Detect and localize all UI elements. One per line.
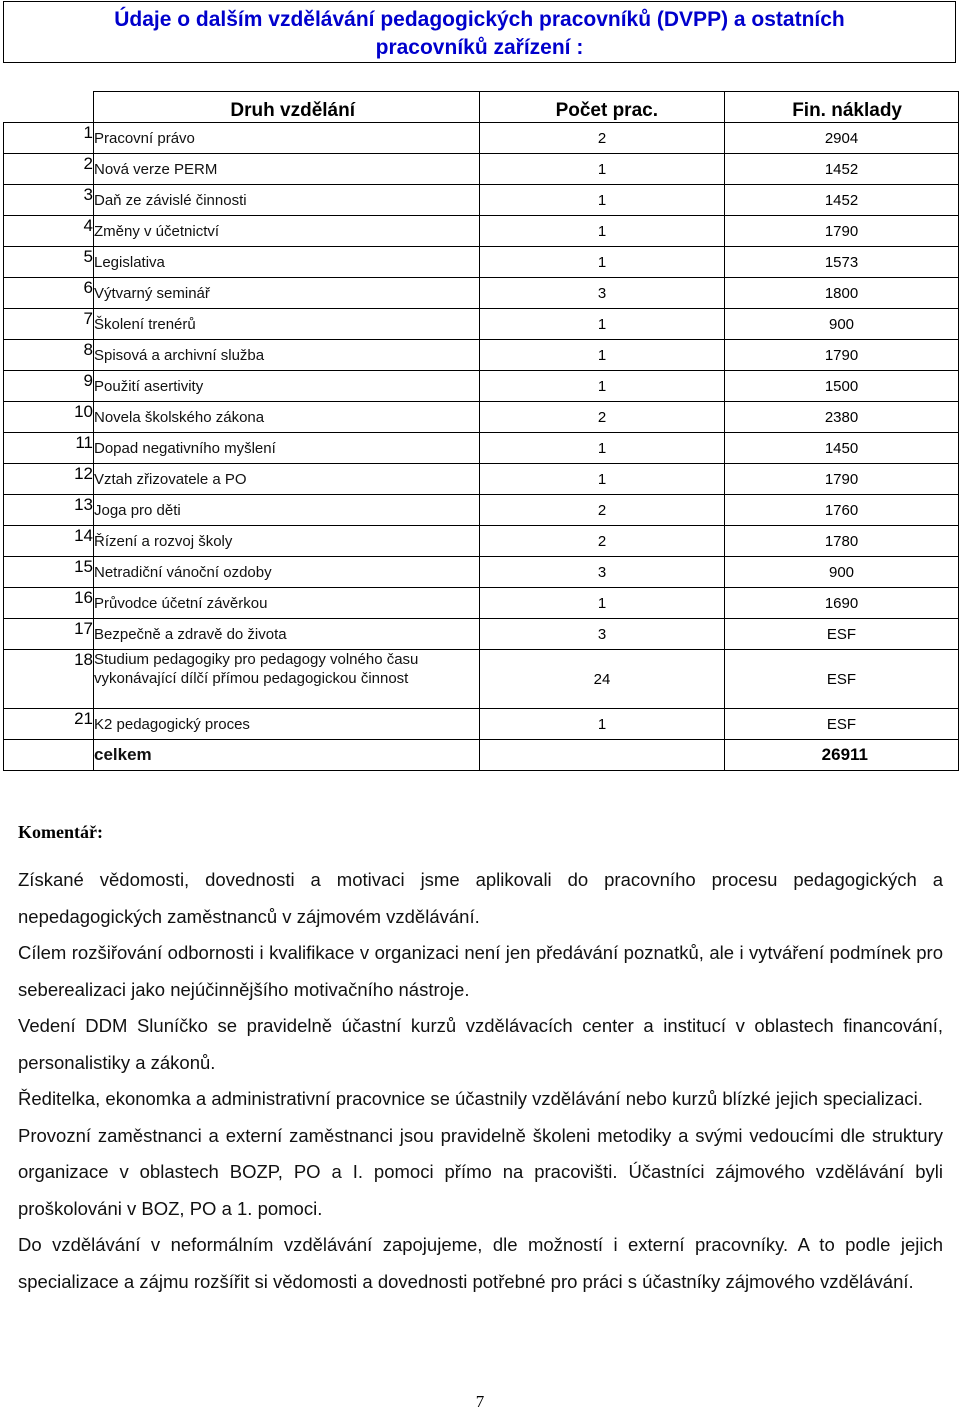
row-cost: 1450 bbox=[725, 433, 959, 464]
row-cost: 1452 bbox=[725, 154, 959, 185]
row-number: 1 bbox=[4, 123, 94, 154]
table-row bbox=[4, 526, 959, 557]
row-cost: 1690 bbox=[725, 588, 959, 619]
total-count-cell bbox=[480, 740, 725, 771]
row-training-name: Bezpečně a zdravě do života bbox=[94, 619, 480, 650]
row-staff-count: 2 bbox=[480, 526, 725, 557]
comment-paragraph: Provozní zaměstnanci a externí zaměstnanci jsou pravidelně školeni metodiky a svými vedoucími dle struktury organizace v oblastech BOZP, PO a I. pomoci přímo na pracovišti. Účastníci zájmového vzdělávání byli proškolováni v BOZ, PO a 1. pomoci. bbox=[18, 1124, 943, 1219]
row-cost: 1790 bbox=[725, 464, 959, 495]
table-header-row bbox=[4, 92, 959, 123]
row-number: 12 bbox=[4, 464, 94, 495]
row-number: 14 bbox=[4, 526, 94, 557]
row-staff-count: 2 bbox=[480, 495, 725, 526]
row-training-name: Výtvarný seminář bbox=[94, 278, 480, 309]
row-cost: 1790 bbox=[725, 216, 959, 247]
page-number: 7 bbox=[475, 1392, 485, 1411]
row-staff-count: 1 bbox=[480, 309, 725, 340]
row-number: 11 bbox=[4, 433, 94, 464]
row-training-name: Řízení a rozvoj školy bbox=[94, 526, 480, 557]
row-training-name: Legislativa bbox=[94, 247, 480, 278]
section-title bbox=[3, 1, 956, 63]
table-row bbox=[4, 278, 959, 309]
row-cost: 1500 bbox=[725, 371, 959, 402]
row-staff-count: 1 bbox=[480, 371, 725, 402]
table-row bbox=[4, 650, 959, 709]
row-cost: 2904 bbox=[725, 123, 959, 154]
row-cost: 900 bbox=[725, 557, 959, 588]
row-cost: ESF bbox=[725, 619, 959, 650]
row-number: 18 bbox=[4, 650, 94, 709]
row-staff-count: 1 bbox=[480, 340, 725, 371]
row-number: 2 bbox=[4, 154, 94, 185]
table-total-row bbox=[4, 740, 959, 771]
table-row bbox=[4, 123, 959, 154]
table-row bbox=[4, 340, 959, 371]
row-staff-count: 1 bbox=[480, 433, 725, 464]
table-row bbox=[4, 464, 959, 495]
row-cost: 1780 bbox=[725, 526, 959, 557]
row-staff-count: 1 bbox=[480, 588, 725, 619]
row-number: 15 bbox=[4, 557, 94, 588]
table-row bbox=[4, 185, 959, 216]
table-row bbox=[4, 216, 959, 247]
total-value: 26911 bbox=[725, 740, 959, 771]
row-training-name: Průvodce účetní závěrkou bbox=[94, 588, 480, 619]
row-staff-count: 1 bbox=[480, 709, 725, 740]
row-staff-count: 1 bbox=[480, 154, 725, 185]
comment-body bbox=[18, 862, 943, 1300]
row-cost: ESF bbox=[725, 650, 959, 709]
header-costs: Fin. náklady bbox=[725, 92, 959, 123]
row-training-name: Netradiční vánoční ozdoby bbox=[94, 557, 480, 588]
row-staff-count: 1 bbox=[480, 464, 725, 495]
table-row bbox=[4, 247, 959, 278]
row-number: 10 bbox=[4, 402, 94, 433]
row-cost: 2380 bbox=[725, 402, 959, 433]
row-training-name: K2 pedagogický proces bbox=[94, 709, 480, 740]
row-cost: ESF bbox=[725, 709, 959, 740]
row-number: 13 bbox=[4, 495, 94, 526]
training-table bbox=[3, 91, 959, 771]
row-cost: 1800 bbox=[725, 278, 959, 309]
table-row bbox=[4, 309, 959, 340]
row-staff-count: 1 bbox=[480, 185, 725, 216]
row-number: 17 bbox=[4, 619, 94, 650]
row-cost: 1452 bbox=[725, 185, 959, 216]
row-staff-count: 3 bbox=[480, 619, 725, 650]
header-training-type: Druh vzdělání bbox=[94, 92, 480, 123]
table-row bbox=[4, 495, 959, 526]
comment-paragraph: Získané vědomosti, dovednosti a motivaci jsme aplikovali do pracovního procesu pedagogických a nepedagogických zaměstnanců v zájmovém vzdělávání. bbox=[18, 869, 943, 927]
row-number: 5 bbox=[4, 247, 94, 278]
row-number: 7 bbox=[4, 309, 94, 340]
row-staff-count: 1 bbox=[480, 247, 725, 278]
row-number: 6 bbox=[4, 278, 94, 309]
table-row bbox=[4, 557, 959, 588]
row-number: 8 bbox=[4, 340, 94, 371]
table-row bbox=[4, 433, 959, 464]
row-staff-count: 2 bbox=[480, 123, 725, 154]
row-cost: 1760 bbox=[725, 495, 959, 526]
row-training-name: Studium pedagogiky pro pedagogy volného času vykonávající dílčí přímou pedagogickou činnost bbox=[94, 650, 480, 709]
row-number: 16 bbox=[4, 588, 94, 619]
row-training-name: Dopad negativního myšlení bbox=[94, 433, 480, 464]
row-number: 9 bbox=[4, 371, 94, 402]
row-training-name: Novela školského zákona bbox=[94, 402, 480, 433]
table-row bbox=[4, 619, 959, 650]
row-training-name: Nová verze PERM bbox=[94, 154, 480, 185]
row-staff-count: 24 bbox=[480, 650, 725, 709]
comment-paragraph: Do vzdělávání v neformálním vzdělávání zapojujeme, dle možností i externí pracovníky. A to podle jejich specializace a zájmu rozšířit si vědomosti a dovednosti potřebné pro práci s účastníky zájmového vzdělávání. bbox=[18, 1234, 943, 1292]
total-label: celkem bbox=[94, 740, 480, 771]
table-row bbox=[4, 371, 959, 402]
row-cost: 1790 bbox=[725, 340, 959, 371]
comment-paragraph: Vedení DDM Sluníčko se pravidelně účastní kurzů vzdělávacích center a institucí v oblastech financování, personalistiky a zákonů. bbox=[18, 1015, 943, 1073]
row-training-name: Školení trenérů bbox=[94, 309, 480, 340]
section-title-line2: pracovníků zařízení : bbox=[375, 36, 584, 59]
table-row bbox=[4, 588, 959, 619]
table-row bbox=[4, 709, 959, 740]
row-cost: 900 bbox=[725, 309, 959, 340]
comment-paragraph: Cílem rozšiřování odbornosti i kvalifikace v organizaci není jen předávání poznatků, ale i vytváření podmínek pro seberealizaci jako nejúčinnějšího motivačního nástroje. bbox=[18, 942, 943, 1000]
row-staff-count: 3 bbox=[480, 278, 725, 309]
row-staff-count: 1 bbox=[480, 216, 725, 247]
row-training-name: Spisová a archivní služba bbox=[94, 340, 480, 371]
row-training-name: Daň ze závislé činnosti bbox=[94, 185, 480, 216]
table-row bbox=[4, 154, 959, 185]
row-cost: 1573 bbox=[725, 247, 959, 278]
comment-heading: Komentář: bbox=[18, 822, 103, 842]
row-training-name: Joga pro děti bbox=[94, 495, 480, 526]
row-training-name: Použití asertivity bbox=[94, 371, 480, 402]
row-training-name: Změny v účetnictví bbox=[94, 216, 480, 247]
section-title-line1: Údaje o dalším vzdělávání pedagogických pracovníků (DVPP) a ostatních bbox=[114, 8, 845, 31]
header-number bbox=[4, 92, 94, 123]
row-number: 3 bbox=[4, 185, 94, 216]
total-number-cell bbox=[4, 740, 94, 771]
row-training-name: Pracovní právo bbox=[94, 123, 480, 154]
header-staff-count: Počet prac. bbox=[480, 92, 725, 123]
comment-paragraph: Ředitelka, ekonomka a administrativní pracovnice se účastnily vzdělávání nebo kurzů blízké jejich specializaci. bbox=[18, 1088, 923, 1109]
table-row bbox=[4, 402, 959, 433]
row-staff-count: 2 bbox=[480, 402, 725, 433]
row-number: 4 bbox=[4, 216, 94, 247]
row-number: 21 bbox=[4, 709, 94, 740]
row-staff-count: 3 bbox=[480, 557, 725, 588]
row-training-name: Vztah zřizovatele a PO bbox=[94, 464, 480, 495]
